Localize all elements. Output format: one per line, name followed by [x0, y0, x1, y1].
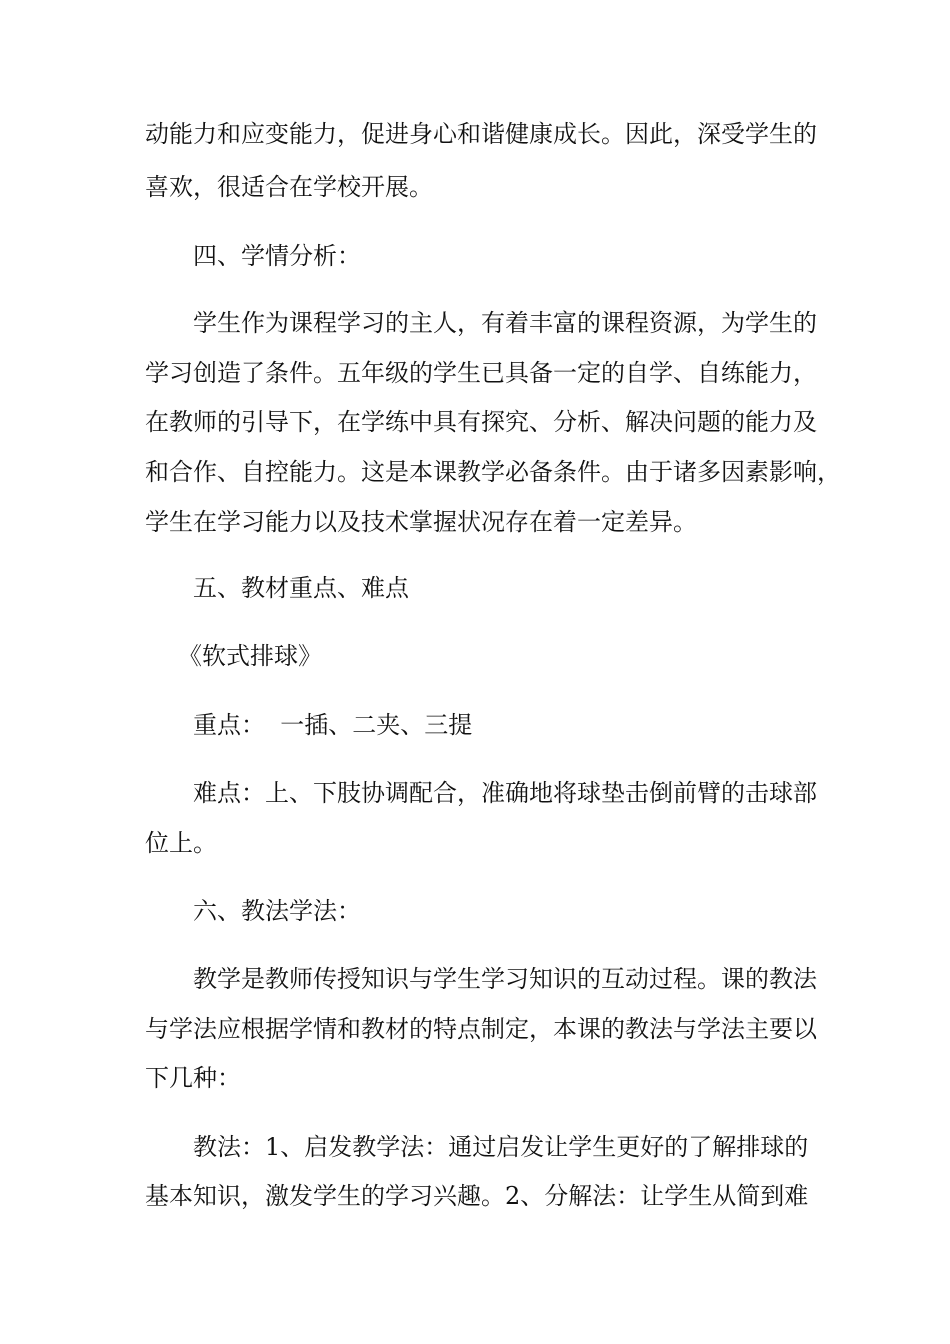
paragraph-line: 喜欢，很适合在学校开展。	[145, 173, 433, 201]
paragraph-line: 教学是教师传授知识与学生学习知识的互动过程。课的教法	[193, 965, 817, 993]
paragraph-line: 基本知识，激发学生的学习兴趣。2、分解法：让学生从简到难	[145, 1182, 809, 1210]
paragraph-line: 下几种：	[145, 1064, 241, 1092]
paragraph-line: 与学法应根据学情和教材的特点制定，本课的教法与学法主要以	[145, 1015, 817, 1043]
section-heading: 四、学情分析：	[193, 242, 361, 270]
material-title: 《软式排球》	[178, 642, 322, 670]
paragraph-line: 在教师的引导下，在学练中具有探究、分析、解决问题的能力及	[145, 408, 817, 436]
paragraph-line: 学习创造了条件。五年级的学生已具备一定的自学、自练能力，	[145, 359, 817, 387]
section-heading: 五、教材重点、难点	[193, 574, 409, 602]
paragraph-line: 动能力和应变能力，促进身心和谐健康成长。因此，深受学生的	[145, 120, 817, 148]
paragraph-line: 和合作、自控能力。这是本课教学必备条件。由于诸多因素影响，	[145, 458, 841, 486]
key-point: 重点： 一插、二夹、三提	[193, 711, 473, 739]
paragraph-line: 教法：1、启发教学法：通过启发让学生更好的了解排球的	[193, 1133, 809, 1161]
paragraph-line: 位上。	[145, 829, 217, 857]
paragraph-line: 学生作为课程学习的主人，有着丰富的课程资源，为学生的	[193, 309, 817, 337]
section-heading: 六、教法学法：	[193, 897, 361, 925]
paragraph-line: 学生在学习能力以及技术掌握状况存在着一定差异。	[145, 508, 697, 536]
difficult-point: 难点：上、下肢协调配合，准确地将球垫击倒前臂的击球部	[193, 779, 817, 807]
